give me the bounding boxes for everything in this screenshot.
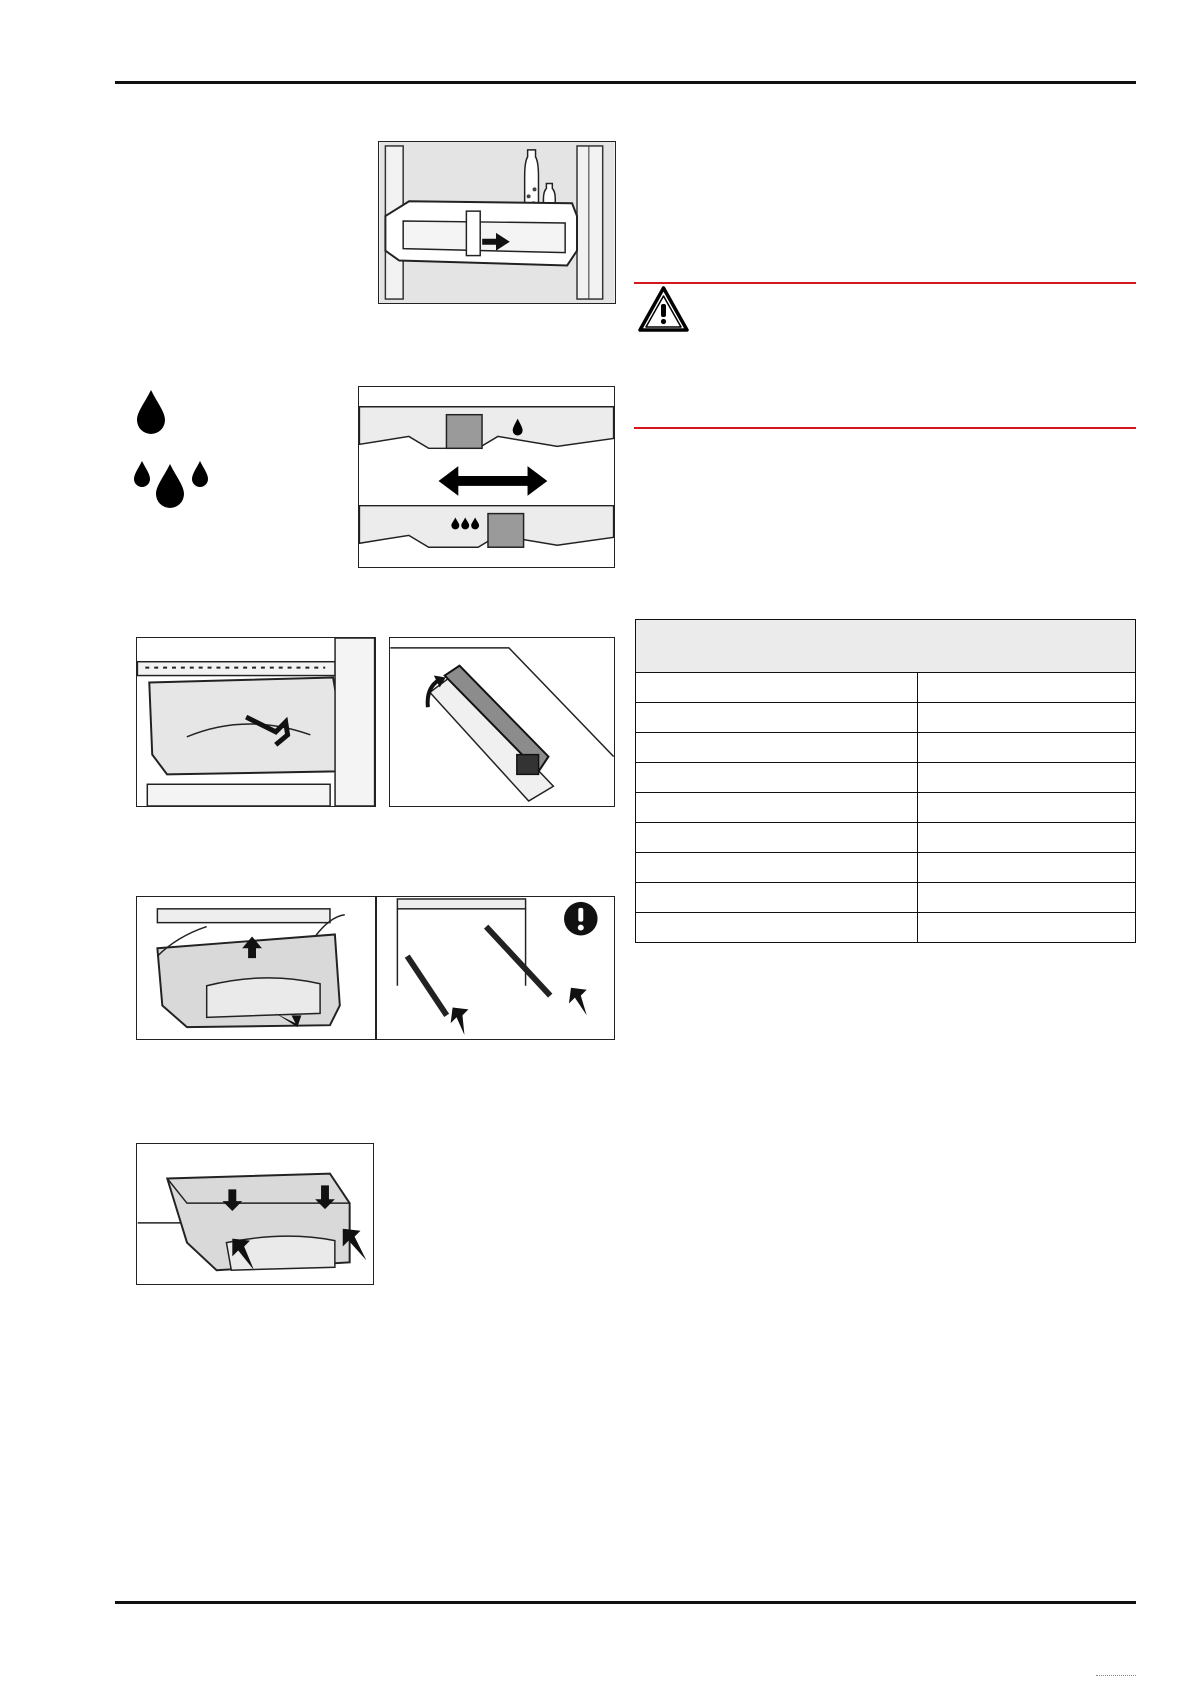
warning-top-rule — [634, 282, 1136, 284]
table-cell — [918, 853, 1136, 883]
table-header-row — [636, 620, 1136, 673]
table-cell — [636, 733, 918, 763]
three-water-drops-icon — [133, 458, 213, 510]
table-cell — [636, 913, 918, 943]
figure-drawer-lift-out — [136, 896, 376, 1040]
figure-drawer-reinsert — [136, 1143, 374, 1285]
table-cell — [636, 793, 918, 823]
table-row — [636, 733, 1136, 763]
table-cell — [918, 913, 1136, 943]
table-header-cell — [636, 620, 1136, 673]
figure-humidity-slider — [358, 386, 615, 568]
table-cell — [636, 853, 918, 883]
table-cell — [636, 823, 918, 853]
figure-door-shelf — [378, 141, 616, 304]
table-row — [636, 673, 1136, 703]
table-cell — [636, 763, 918, 793]
figure-cover-removal — [389, 637, 615, 807]
header-rule — [115, 81, 1136, 84]
figure-drawer-removal — [136, 637, 376, 807]
warning-bottom-rule — [634, 427, 1136, 429]
table-row — [636, 793, 1136, 823]
table-cell — [636, 673, 918, 703]
footer-mark — [1096, 1675, 1136, 1679]
table-cell — [918, 883, 1136, 913]
footer-rule — [115, 1601, 1136, 1604]
table-cell — [918, 823, 1136, 853]
water-drop-icon — [134, 388, 168, 436]
table-row — [636, 703, 1136, 733]
table-cell — [918, 793, 1136, 823]
spec-table — [635, 619, 1136, 943]
table-cell — [918, 703, 1136, 733]
table-row — [636, 763, 1136, 793]
table-cell — [636, 883, 918, 913]
table-cell — [636, 703, 918, 733]
table-cell — [918, 673, 1136, 703]
table-row — [636, 913, 1136, 943]
table-cell — [918, 733, 1136, 763]
table-row — [636, 823, 1136, 853]
table-cell — [918, 763, 1136, 793]
table-row — [636, 853, 1136, 883]
figure-rails-push-in — [376, 896, 615, 1040]
warning-triangle-icon — [637, 285, 690, 333]
table-row — [636, 883, 1136, 913]
